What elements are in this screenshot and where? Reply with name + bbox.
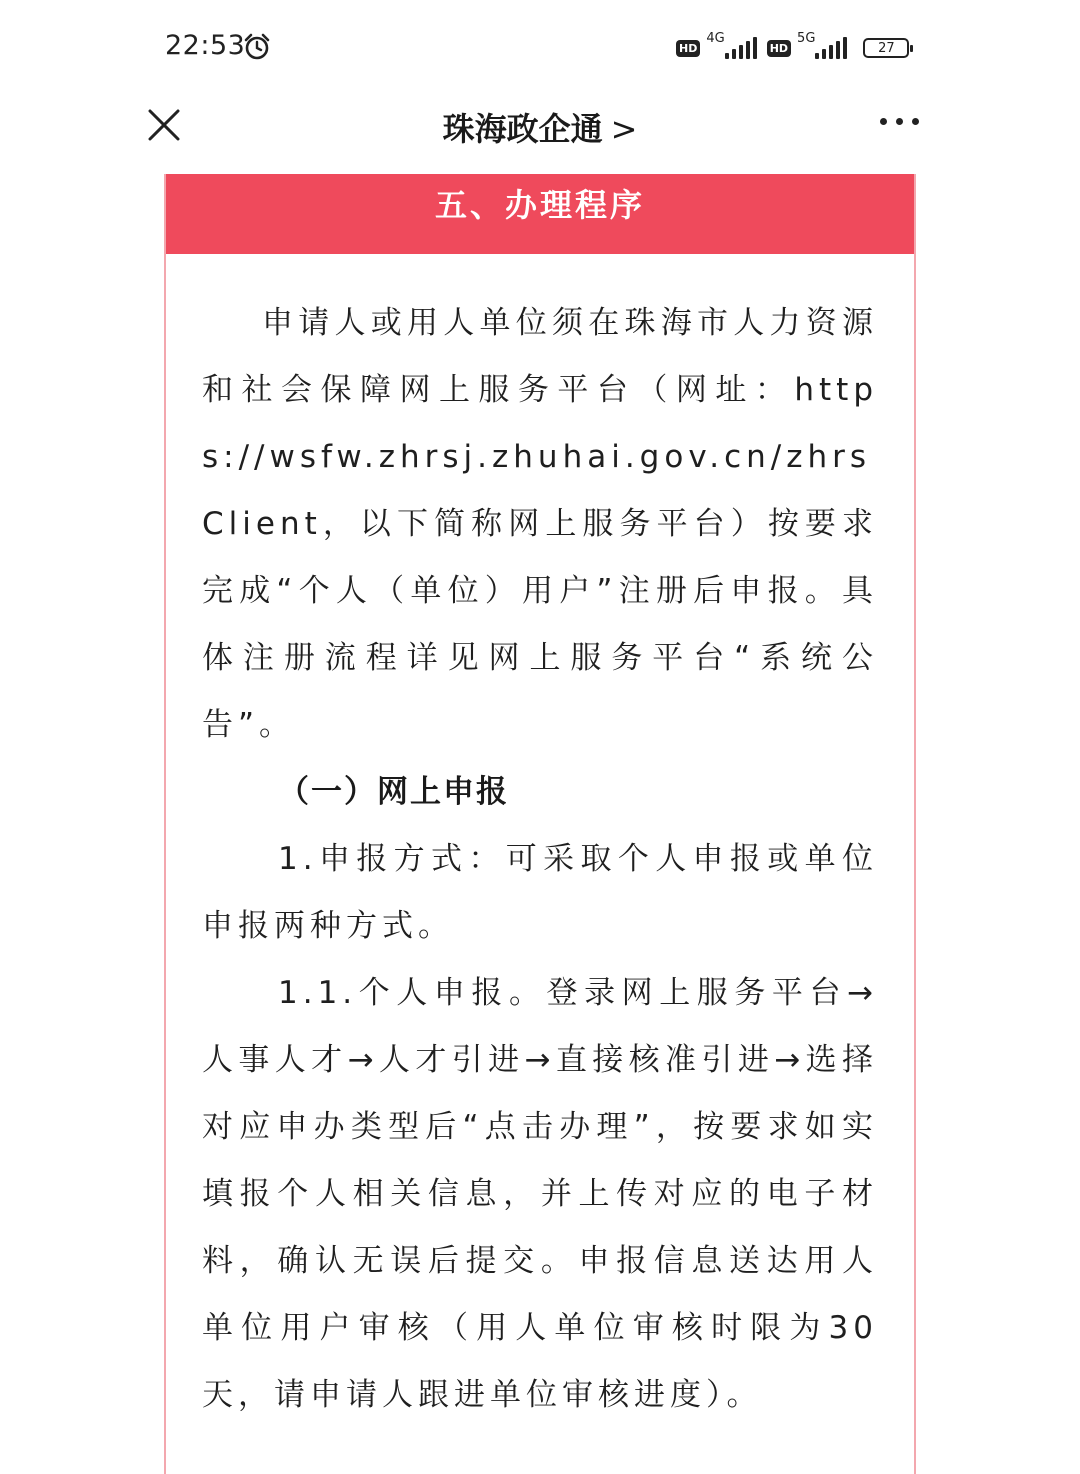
paragraph: 1.申报方式：可采取个人申报或单位申报两种方式。 xyxy=(202,841,878,944)
title-bar xyxy=(0,96,1080,158)
section-title: 五、办理程序 xyxy=(166,174,914,254)
article-body xyxy=(202,290,878,1429)
status-indicators xyxy=(676,32,909,64)
battery-icon: 27 xyxy=(863,38,909,58)
status-time: 22:53 xyxy=(165,30,246,61)
hd-badge: HD xyxy=(767,40,791,57)
chevron-right-icon: > xyxy=(610,110,638,148)
more-icon[interactable] xyxy=(880,118,922,130)
subheading: （一）网上申报 xyxy=(278,774,509,810)
page-title-text: 珠海政企通 xyxy=(442,110,603,148)
network-label: 5G xyxy=(797,30,816,46)
paragraph: 申请人或用人单位须在珠海市人力资源和社会保障网上服务平台（网址：https://wsfw.zhrsj.zhuhai.gov.cn/zhrsClient，以下简称网上服务平台）按要求完成“个人（单位）用户”注册后申报。具体注册流程详见网上服务平台“系统公告”。 xyxy=(202,305,878,743)
hd-badge: HD xyxy=(676,40,700,57)
alarm-icon xyxy=(242,32,272,62)
network-label: 4G xyxy=(706,30,725,46)
paragraph: 1.1.个人申报。登录网上服务平台→人事人才→人才引进→直接核准引进→选择对应申办类型后“点击办理”，按要求如实填报个人相关信息，并上传对应的电子材料，确认无误后提交。申报信息送达用人单位用户审核（用人单位审核时限为30天，请申请人跟进单位审核进度）。 xyxy=(202,975,878,1413)
signal-icon xyxy=(725,37,757,59)
signal-icon xyxy=(815,37,847,59)
status-bar xyxy=(0,0,1080,96)
